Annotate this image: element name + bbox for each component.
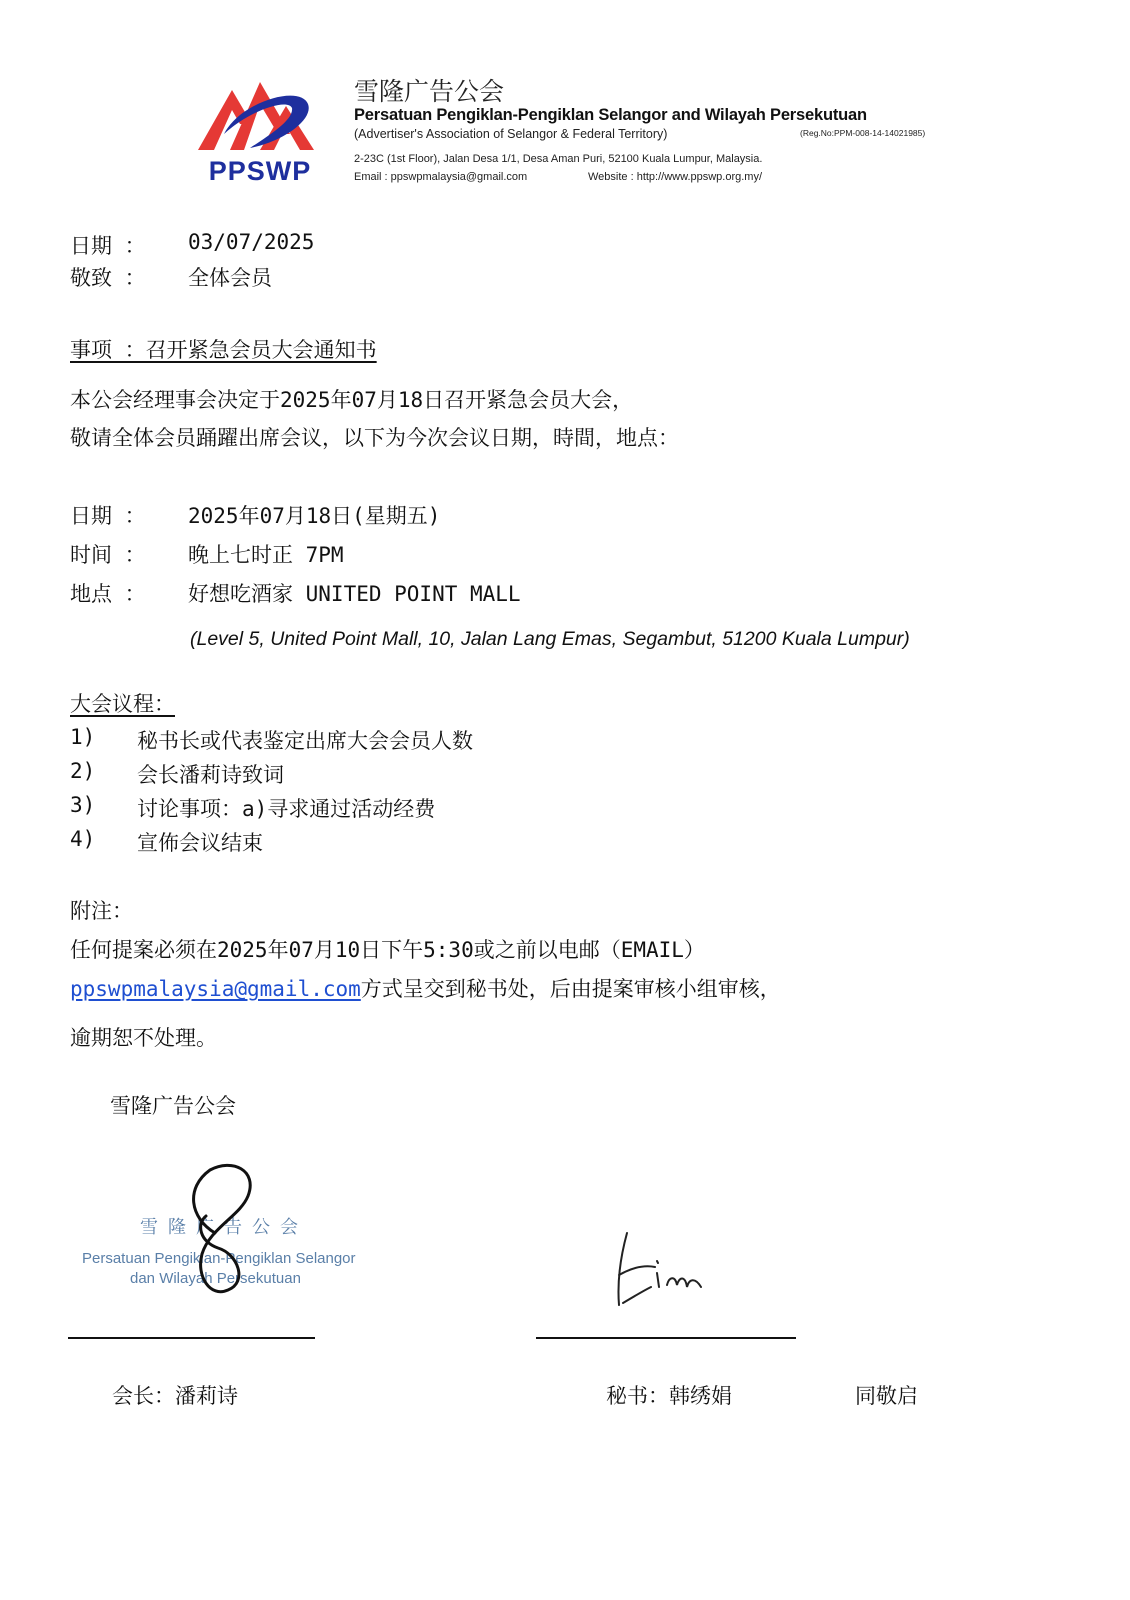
org-address: 2-23C (1st Floor), Jalan Desa 1/1, Desa Aman Puri, 52100 Kuala Lumpur, Malaysia. <box>354 153 763 165</box>
intro-line-2: 敬请全体会员踊躍出席会议，以下为今次会议日期，時間，地点： <box>70 426 679 450</box>
agenda-item-number: 2) <box>70 759 96 783</box>
date-label: 日期 ： <box>70 234 146 258</box>
subject-heading: 事项 ：召开紧急会员大会通知书 <box>70 338 377 362</box>
meeting-date-label: 日期 ： <box>70 504 146 528</box>
agenda-item-number: 3) <box>70 793 96 817</box>
org-name-chinese: 雪隆广告公会 <box>354 77 505 106</box>
stamp-chinese: 雪隆广告公会 <box>140 1217 308 1238</box>
org-website: Website : http://www.ppswp.org.my/ <box>588 171 763 183</box>
meeting-venue-label: 地点 ： <box>70 582 146 606</box>
meeting-date: 2025年07月18日(星期五) <box>188 504 441 528</box>
email-link[interactable]: ppswpmalaysia@gmail.com <box>70 977 361 1001</box>
venue-address: (Level 5, United Point Mall, 10, Jalan Lang Emas, Segambut, 51200 Kuala Lumpur) <box>190 628 910 650</box>
agenda-item-number: 1) <box>70 725 96 749</box>
meeting-venue: 好想吃酒家 UNITED POINT MALL <box>188 582 521 606</box>
org-name-malay: Persatuan Pengiklan-Pengiklan Selangor and Wilayah Persekutuan <box>354 106 867 124</box>
stamp-line-1: Persatuan Pengiklan-Pengiklan Selangor <box>82 1250 356 1267</box>
agenda-item: 讨论事项：a)寻求通过活动经费 <box>137 797 436 821</box>
note-line-1: 任何提案必须在2025年07月10日下午5:30或之前以电邮（EMAIL） <box>70 938 705 962</box>
sign-off: 同敬启 <box>855 1384 918 1408</box>
intro-line-1: 本公会经理事会决定于2025年07月18日召开紧急会员大会， <box>70 388 634 412</box>
president-name: 会长：潘莉诗 <box>112 1384 238 1408</box>
org-name-english: (Advertiser's Association of Selangor & Federal Territory) <box>354 127 668 141</box>
letter-date: 03/07/2025 <box>188 230 315 254</box>
secretary-signature <box>605 1225 715 1315</box>
stamp-line-2: dan Wilayah Persekutuan <box>130 1270 301 1287</box>
registration-number: (Reg.No:PPM-008-14-14021985) <box>800 128 926 138</box>
ppswp-logo <box>190 62 330 190</box>
org-email: Email : ppswpmalaysia@gmail.com <box>354 171 528 183</box>
note-line-3: 逾期恕不处理。 <box>70 1026 217 1050</box>
recipient: 全体会员 <box>188 266 272 290</box>
closing-org-name: 雪隆广告公会 <box>110 1094 236 1118</box>
logo-text: PPSWP <box>208 156 312 186</box>
meeting-time: 晚上七时正 7PM <box>188 543 344 567</box>
agenda-title: 大会议程： <box>70 692 175 716</box>
agenda-item: 宣佈会议结束 <box>137 831 263 855</box>
note-title: 附注： <box>70 899 133 923</box>
secretary-name: 秘书：韩绣娟 <box>606 1384 732 1408</box>
note-line-2-rest: 方式呈交到秘书处，后由提案审核小组审核， <box>360 977 781 1001</box>
president-signature <box>170 1158 270 1308</box>
agenda-item-number: 4) <box>70 827 96 851</box>
agenda-item: 会长潘莉诗致词 <box>137 763 284 787</box>
note-line-2 <box>70 973 781 1003</box>
president-signature-line <box>68 1337 315 1339</box>
recipient-label: 敬致 ： <box>70 266 146 290</box>
secretary-signature-line <box>536 1337 796 1339</box>
meeting-time-label: 时间 ： <box>70 543 146 567</box>
agenda-item: 秘书长或代表鉴定出席大会会员人数 <box>137 729 473 753</box>
